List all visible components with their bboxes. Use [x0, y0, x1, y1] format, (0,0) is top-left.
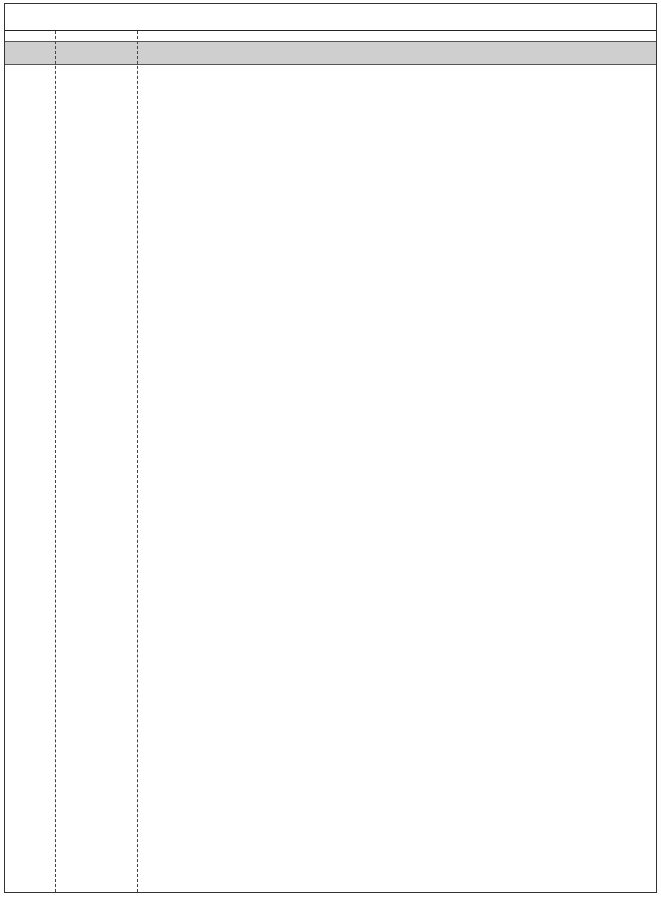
sheet-title	[5, 4, 656, 31]
column-divider	[55, 31, 56, 892]
header-received	[65, 42, 125, 64]
spreadsheet	[4, 3, 657, 893]
header-row	[5, 41, 656, 65]
column-divider	[137, 31, 138, 892]
